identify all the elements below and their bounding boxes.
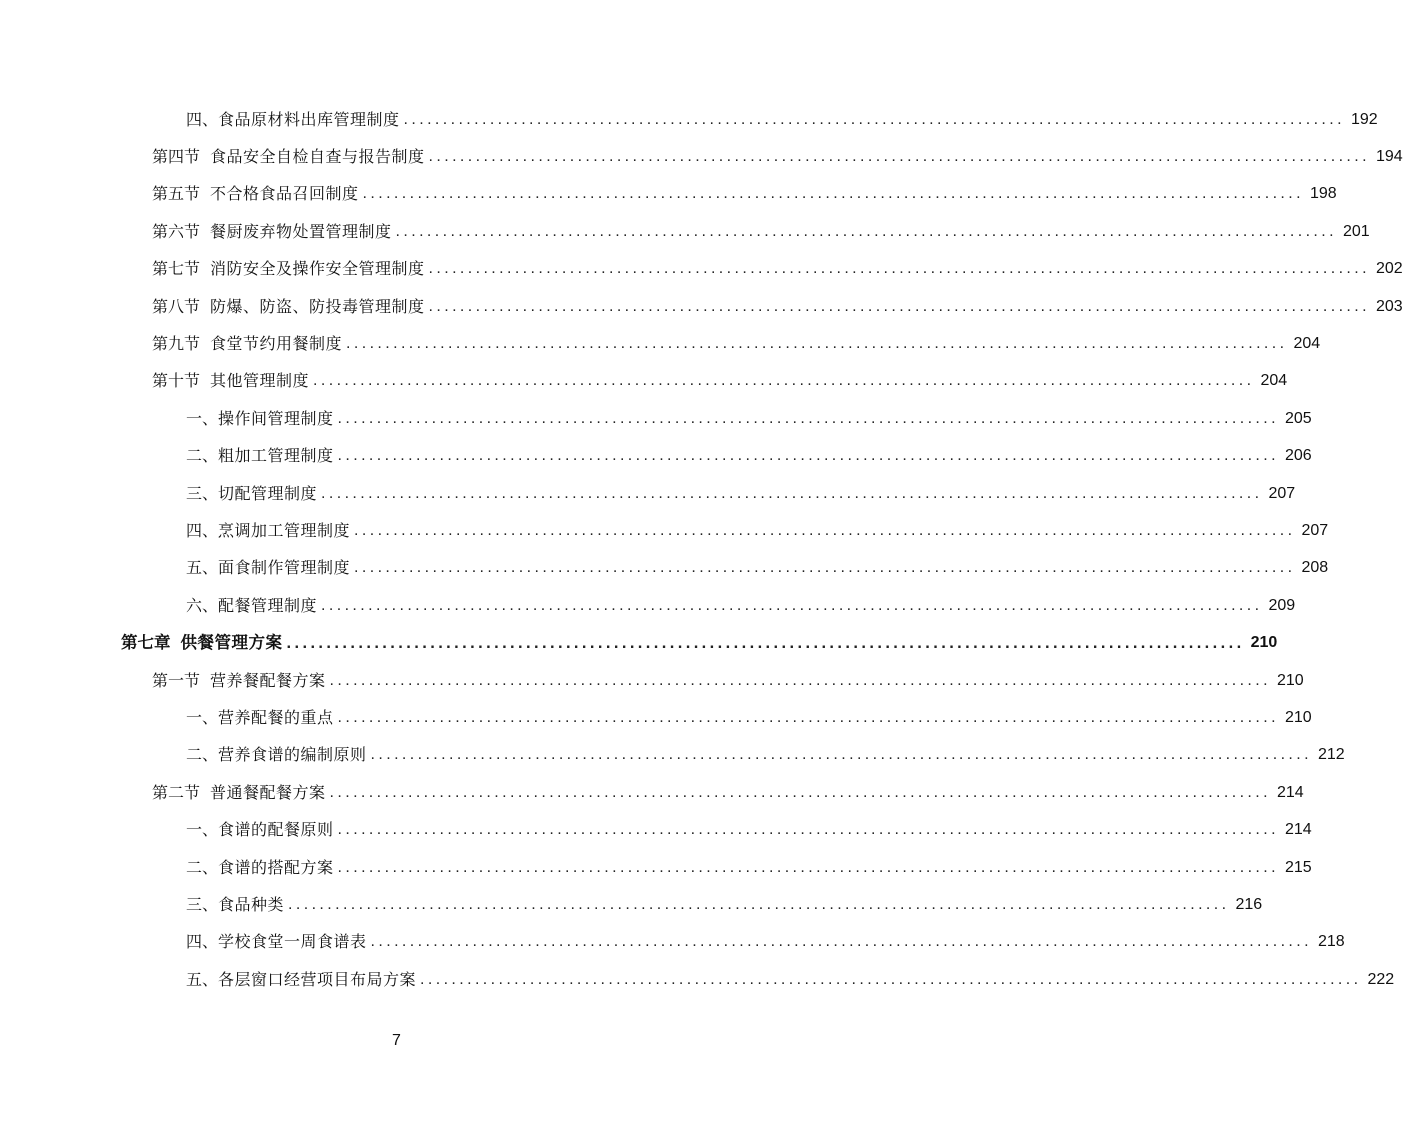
- toc-section-entry[interactable]: [0, 176, 1337, 213]
- page-number: 7: [392, 1032, 401, 1049]
- toc-entry-title: 食谱的搭配方案: [218, 857, 334, 877]
- toc-page-number: 202: [1375, 260, 1403, 278]
- toc-page-number: 192: [1350, 110, 1378, 128]
- toc-entry-number: 第七节: [152, 259, 201, 279]
- toc-page-number: 198: [1309, 185, 1337, 203]
- toc-page-number: 216: [1235, 895, 1263, 913]
- toc-page-number: 212: [1317, 746, 1345, 764]
- toc-page-number: 214: [1276, 783, 1304, 801]
- toc-page-number: 204: [1293, 335, 1321, 353]
- toc-subsection-entry[interactable]: [0, 101, 1378, 138]
- toc-entry-number: 第九节: [152, 334, 201, 354]
- toc-entry-number: 四、: [186, 932, 219, 952]
- toc-dot-leader: ........................................................................................................................: [428, 297, 1370, 315]
- toc-dot-leader: ........................................................................................................................: [337, 708, 1279, 726]
- toc-entry-title: 烹调加工管理制度: [218, 520, 351, 540]
- toc-page-number: 208: [1301, 559, 1329, 577]
- toc-entry-number: 第一节: [152, 670, 201, 690]
- toc-entry-title: 学校食堂一周食谱表: [218, 932, 367, 952]
- toc-dot-leader: ........................................................................................................................: [362, 185, 1304, 203]
- toc-entry-number: 三、: [186, 894, 219, 914]
- toc-dot-leader: ........................................................................................................................: [337, 858, 1279, 876]
- toc-page-number: 201: [1342, 222, 1370, 240]
- toc-entry-number: 二、: [186, 745, 219, 765]
- toc-page-number: 215: [1284, 858, 1312, 876]
- toc-entry-title: 供餐管理方案: [180, 633, 283, 653]
- toc-dot-leader: ........................................................................................................................: [354, 521, 1296, 539]
- toc-entry-title: 食堂节约用餐制度: [210, 334, 343, 354]
- toc-entry-number: 一、: [186, 707, 219, 727]
- toc-entry-number: 六、: [186, 595, 219, 615]
- toc-subsection-entry[interactable]: [0, 961, 1395, 998]
- toc-section-entry[interactable]: [0, 363, 1288, 400]
- toc-dot-leader: ........................................................................................................................: [321, 596, 1263, 614]
- toc-chapter-entry[interactable]: [0, 624, 1278, 661]
- toc-page-number: 204: [1260, 372, 1288, 390]
- toc-page-number: 206: [1284, 447, 1312, 465]
- toc-entry-title: 营养配餐的重点: [218, 707, 334, 727]
- toc-dot-leader: ........................................................................................................................: [370, 933, 1312, 951]
- toc-entry-number: 第六节: [152, 221, 201, 241]
- toc-entry-number: 第二节: [152, 782, 201, 802]
- toc-entry-title: 消防安全及操作安全管理制度: [210, 259, 425, 279]
- toc-subsection-entry[interactable]: [0, 699, 1312, 736]
- toc-dot-leader: ........................................................................................................................: [329, 783, 1271, 801]
- toc-entry-number: 第八节: [152, 296, 201, 316]
- toc-section-entry[interactable]: [0, 251, 1403, 288]
- toc-subsection-entry[interactable]: [0, 400, 1312, 437]
- toc-subsection-entry[interactable]: [0, 550, 1329, 587]
- toc-entry-title: 面食制作管理制度: [218, 558, 351, 578]
- toc-entry-number: 五、: [186, 969, 219, 989]
- toc-entry-title: 食品原材料出库管理制度: [218, 109, 400, 129]
- toc-entry-number: 一、: [186, 820, 219, 840]
- toc-dot-leader: ........................................................................................................................: [346, 335, 1288, 353]
- toc-entry-title: 其他管理制度: [210, 371, 310, 391]
- toc-entry-number: 第四节: [152, 147, 201, 167]
- toc-entry-title: 餐厨废弃物处置管理制度: [210, 221, 392, 241]
- toc-subsection-entry[interactable]: [0, 737, 1345, 774]
- toc-dot-leader: ........................................................................................................................: [403, 110, 1345, 128]
- toc-section-entry[interactable]: [0, 288, 1403, 325]
- toc-dot-leader: ........................................................................................................................: [321, 484, 1263, 502]
- toc-dot-leader: ........................................................................................................................: [337, 409, 1279, 427]
- toc-entry-title: 不合格食品召回制度: [210, 184, 359, 204]
- toc-section-entry[interactable]: [0, 213, 1370, 250]
- toc-entry-number: 三、: [186, 483, 219, 503]
- toc-entry-title: 食品安全自检自查与报告制度: [210, 147, 425, 167]
- toc-subsection-entry[interactable]: [0, 924, 1345, 961]
- toc-entry-title: 营养餐配餐方案: [210, 670, 326, 690]
- toc-subsection-entry[interactable]: [0, 849, 1312, 886]
- toc-dot-leader: ........................................................................................................................: [354, 559, 1296, 577]
- toc-page-number: 205: [1284, 409, 1312, 427]
- toc-dot-leader: ........................................................................................................................: [337, 821, 1279, 839]
- toc-section-entry[interactable]: [0, 774, 1304, 811]
- toc-page-number: 207: [1301, 521, 1329, 539]
- toc-entry-number: 二、: [186, 857, 219, 877]
- toc-entry-number: 四、: [186, 520, 219, 540]
- toc-entry-number: 第十节: [152, 371, 201, 391]
- toc-entry-title: 普通餐配餐方案: [210, 782, 326, 802]
- toc-subsection-entry[interactable]: [0, 811, 1312, 848]
- toc-entry-title: 防爆、防盗、防投毒管理制度: [210, 296, 425, 316]
- toc-dot-leader: ........................................................................................................................: [286, 634, 1245, 653]
- toc-entry-number: 五、: [186, 558, 219, 578]
- toc-entry-number: 第五节: [152, 184, 201, 204]
- toc-dot-leader: ........................................................................................................................: [370, 746, 1312, 764]
- toc-section-entry[interactable]: [0, 325, 1321, 362]
- toc-page-number: 210: [1284, 708, 1312, 726]
- table-of-contents: [0, 101, 1403, 998]
- toc-entry-number: 二、: [186, 446, 219, 466]
- toc-subsection-entry[interactable]: [0, 475, 1296, 512]
- toc-page-number: 210: [1250, 634, 1278, 652]
- toc-entry-title: 配餐管理制度: [218, 595, 318, 615]
- toc-entry-title: 营养食谱的编制原则: [218, 745, 367, 765]
- toc-subsection-entry[interactable]: [0, 886, 1263, 923]
- toc-entry-title: 操作间管理制度: [218, 408, 334, 428]
- toc-entry-number: 第七章: [121, 633, 171, 653]
- toc-section-entry[interactable]: [0, 138, 1403, 175]
- toc-entry-title: 食品种类: [218, 894, 285, 914]
- toc-page-number: 207: [1268, 484, 1296, 502]
- toc-dot-leader: ........................................................................................................................: [313, 372, 1255, 390]
- toc-entry-title: 切配管理制度: [218, 483, 318, 503]
- toc-subsection-entry[interactable]: [0, 438, 1312, 475]
- toc-dot-leader: ........................................................................................................................: [428, 260, 1370, 278]
- toc-subsection-entry[interactable]: [0, 587, 1296, 624]
- toc-entry-title: 各层窗口经营项目布局方案: [218, 969, 417, 989]
- toc-dot-leader: ........................................................................................................................: [395, 222, 1337, 240]
- toc-page-number: 203: [1375, 297, 1403, 315]
- toc-page-number: 210: [1276, 671, 1304, 689]
- toc-dot-leader: ........................................................................................................................: [420, 970, 1362, 988]
- toc-entry-number: 一、: [186, 408, 219, 428]
- toc-entry-title: 食谱的配餐原则: [218, 820, 334, 840]
- toc-page-number: 194: [1375, 148, 1403, 166]
- toc-dot-leader: ........................................................................................................................: [428, 148, 1370, 166]
- toc-entry-title: 粗加工管理制度: [218, 446, 334, 466]
- toc-dot-leader: ........................................................................................................................: [337, 447, 1279, 465]
- toc-page-number: 214: [1284, 821, 1312, 839]
- toc-dot-leader: ........................................................................................................................: [329, 671, 1271, 689]
- toc-page-number: 218: [1317, 933, 1345, 951]
- toc-page-number: 222: [1367, 970, 1395, 988]
- toc-section-entry[interactable]: [0, 662, 1304, 699]
- toc-entry-number: 四、: [186, 109, 219, 129]
- toc-dot-leader: ........................................................................................................................: [288, 895, 1230, 913]
- toc-page-number: 209: [1268, 596, 1296, 614]
- toc-subsection-entry[interactable]: [0, 512, 1329, 549]
